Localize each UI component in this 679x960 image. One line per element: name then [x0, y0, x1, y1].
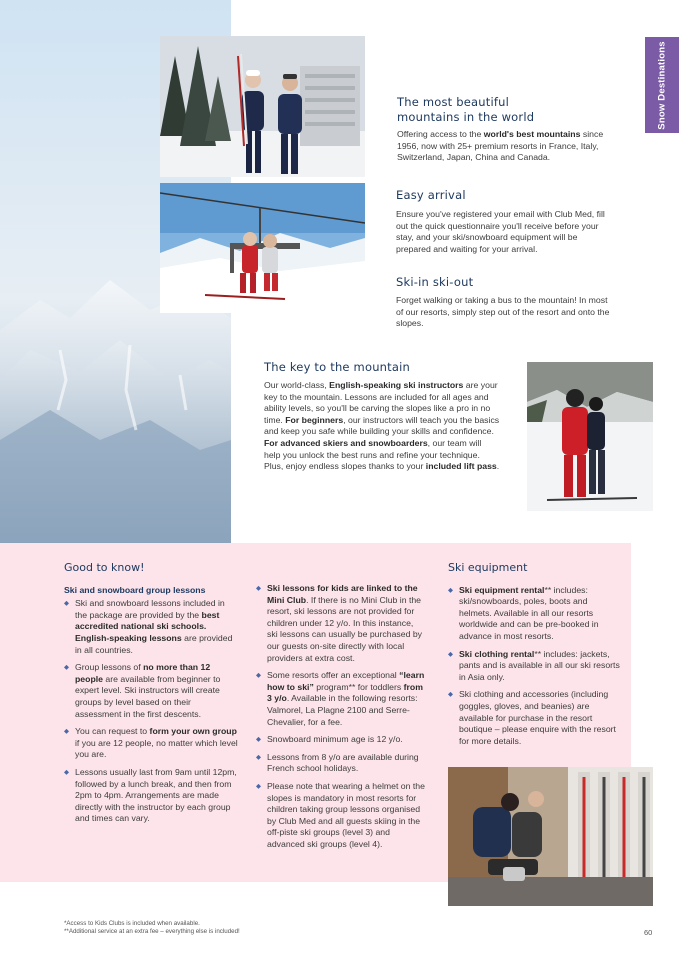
list-item — [256, 734, 426, 746]
chairlift-photo — [160, 183, 365, 313]
list-item — [64, 726, 239, 761]
list-item — [64, 598, 239, 656]
emphasis-text: Ski lessons for kids are linked to the Mini Club — [267, 583, 418, 605]
body-text: are provided in all countries. — [75, 632, 233, 655]
body-text: are available from beginner to expert level. Ski instructors will create groups by level based on their assessment in the first descents. — [75, 673, 221, 719]
emphasis-text: from 3 y/o — [267, 681, 423, 704]
body-text: . — [496, 461, 500, 472]
body-text: if you are 12 people, no matter which level you are. — [75, 737, 238, 760]
group-lessons-subtitle: Ski and snowboard group lessons — [64, 584, 206, 595]
emphasis-text: world's best mountains — [483, 129, 581, 139]
good-to-know-title: Good to know! — [64, 561, 145, 574]
body-text: Forget walking or taking a bus to the mountain! In most of our resorts, simply step out of the resort and onto the slopes. — [396, 295, 610, 329]
ski-equipment-title: Ski equipment — [448, 561, 528, 574]
good-to-know-column-2 — [256, 583, 426, 856]
list-item — [256, 583, 426, 664]
body-text: . Available in the following resorts: Valmorel, La Plagne 2100 and Serre-Chevalier, for a fee. — [267, 693, 418, 727]
body-text: ** includes: jackets, pants and is available in all our ski resorts in Asia only. — [459, 648, 620, 682]
body-text: ** includes: ski/snowboards, poles, boots and helmets. Available in all our resorts worldwide and can be pre-booked in advance in most resorts. — [459, 584, 599, 641]
list-item — [64, 662, 239, 720]
footnotes — [64, 920, 240, 936]
emphasis-text: no more than 12 people — [75, 662, 211, 684]
couple-skiers-photo — [160, 36, 365, 177]
emphasis-text: included lift pass — [425, 461, 497, 472]
body-text: Our world-class, — [264, 380, 330, 390]
body-text: Lessons usually last from 9am until 12pm, followed by a lunch break, and then from 2pm to 4pm. Arrangements are made directly with the instructor by each group and times can vary. — [75, 766, 237, 824]
body-text: Offering access to the — [397, 129, 484, 139]
body-text: , our instructors will teach you the basics and keep you safe while building your skills and confidence. — [264, 414, 500, 437]
ski-equipment-column — [448, 562, 620, 753]
body-text: , our team will help you unlock the best runs and refine your technique. Plus, enjoy endless slopes thanks to your — [264, 437, 482, 472]
good-to-know-column-1 — [64, 562, 239, 831]
list-item — [448, 689, 620, 747]
body-text: since 1956, now with 25+ premium resorts in France, Italy, Switzerland, Japan, China and Canada. — [397, 129, 604, 163]
ski-room-photo — [448, 767, 653, 906]
feature-title-ski-in: Ski-in ski-out — [396, 275, 474, 289]
feature-text-key — [264, 380, 500, 473]
emphasis-text: best accredited national ski schools. English-speaking lessons — [75, 609, 220, 643]
section-tab — [645, 37, 679, 133]
body-text: . If there is no Mini Club in the resort, ski lessons are not provided for children under 12 y/o. In this instance, ski lessons can usually be purchased by our guests on-site directly with local providers at extra cost. — [267, 594, 423, 663]
footnote-1: *Access to Kids Clubs is included when available. — [64, 920, 200, 927]
feature-title-line: The most beautiful — [397, 95, 509, 109]
body-text: Lessons from 8 y/o are available during French school holidays. — [267, 751, 419, 774]
list-item — [256, 781, 426, 851]
list-item — [448, 649, 620, 684]
section-tab-label: Snow Destinations — [656, 40, 668, 130]
emphasis-text: “learn how to ski” — [267, 670, 425, 692]
body-text: Ski clothing and accessories (including goggles, gloves, and beanies) are available for purchase in the resort boutique – please enquire with the resort for more details. — [459, 689, 616, 746]
emphasis-text: Ski equipment rental — [459, 584, 545, 595]
emphasis-text: For beginners — [285, 414, 344, 425]
emphasis-text: Ski clothing rental — [459, 648, 535, 659]
body-text: program** for toddlers — [313, 681, 404, 692]
emphasis-text: English-speaking ski instructors — [329, 380, 464, 390]
feature-text-mountains — [397, 129, 625, 164]
body-text: Ski and snowboard lessons included in the package are provided by the — [75, 598, 225, 620]
kids-lessons-list — [256, 583, 426, 850]
body-text: Some resorts offer an exceptional — [267, 670, 400, 681]
feature-title-key: The key to the mountain — [264, 360, 411, 374]
emphasis-text: For advanced skiers and snowboarders — [264, 437, 428, 448]
feature-text-arrival — [396, 209, 614, 255]
list-item — [448, 585, 620, 643]
page-number: 60 — [644, 928, 653, 937]
body-text: You can request to — [75, 726, 150, 737]
feature-title-line: mountains in the world — [397, 110, 535, 124]
feature-title-arrival: Easy arrival — [396, 188, 466, 202]
body-text: Please note that wearing a helmet on the slopes is mandatory in most resorts for children taking group lessons organised by Club Med and all guests skiing in the off-piste ski groups (level 3) and advanced ski groups (level 4). — [267, 780, 425, 849]
ski-instructor-photo — [527, 362, 653, 511]
body-text: Group lessons of — [75, 662, 144, 673]
feature-text-ski-in — [396, 295, 614, 330]
footnote-2: **Additional service at an extra fee – everything else is included! — [64, 928, 240, 935]
body-text: are your key to the mountain. Lessons are included for all ages and ability levels, so you'll be carving the slopes like a pro in no time. — [264, 380, 498, 425]
body-text: Snowboard minimum age is 12 y/o. — [267, 734, 403, 745]
feature-title-mountains — [397, 95, 534, 125]
ski-equipment-list — [448, 585, 620, 748]
group-lessons-list — [64, 598, 239, 825]
emphasis-text: form your own group — [149, 726, 237, 737]
list-item — [64, 767, 239, 825]
list-item — [256, 670, 426, 728]
body-text: Ensure you've registered your email with Club Med, fill out the quick questionnaire you'll receive before your stay, and your ski/snowboard equipment will be prepared and waiting for your arrival. — [396, 209, 605, 254]
list-item — [256, 752, 426, 775]
